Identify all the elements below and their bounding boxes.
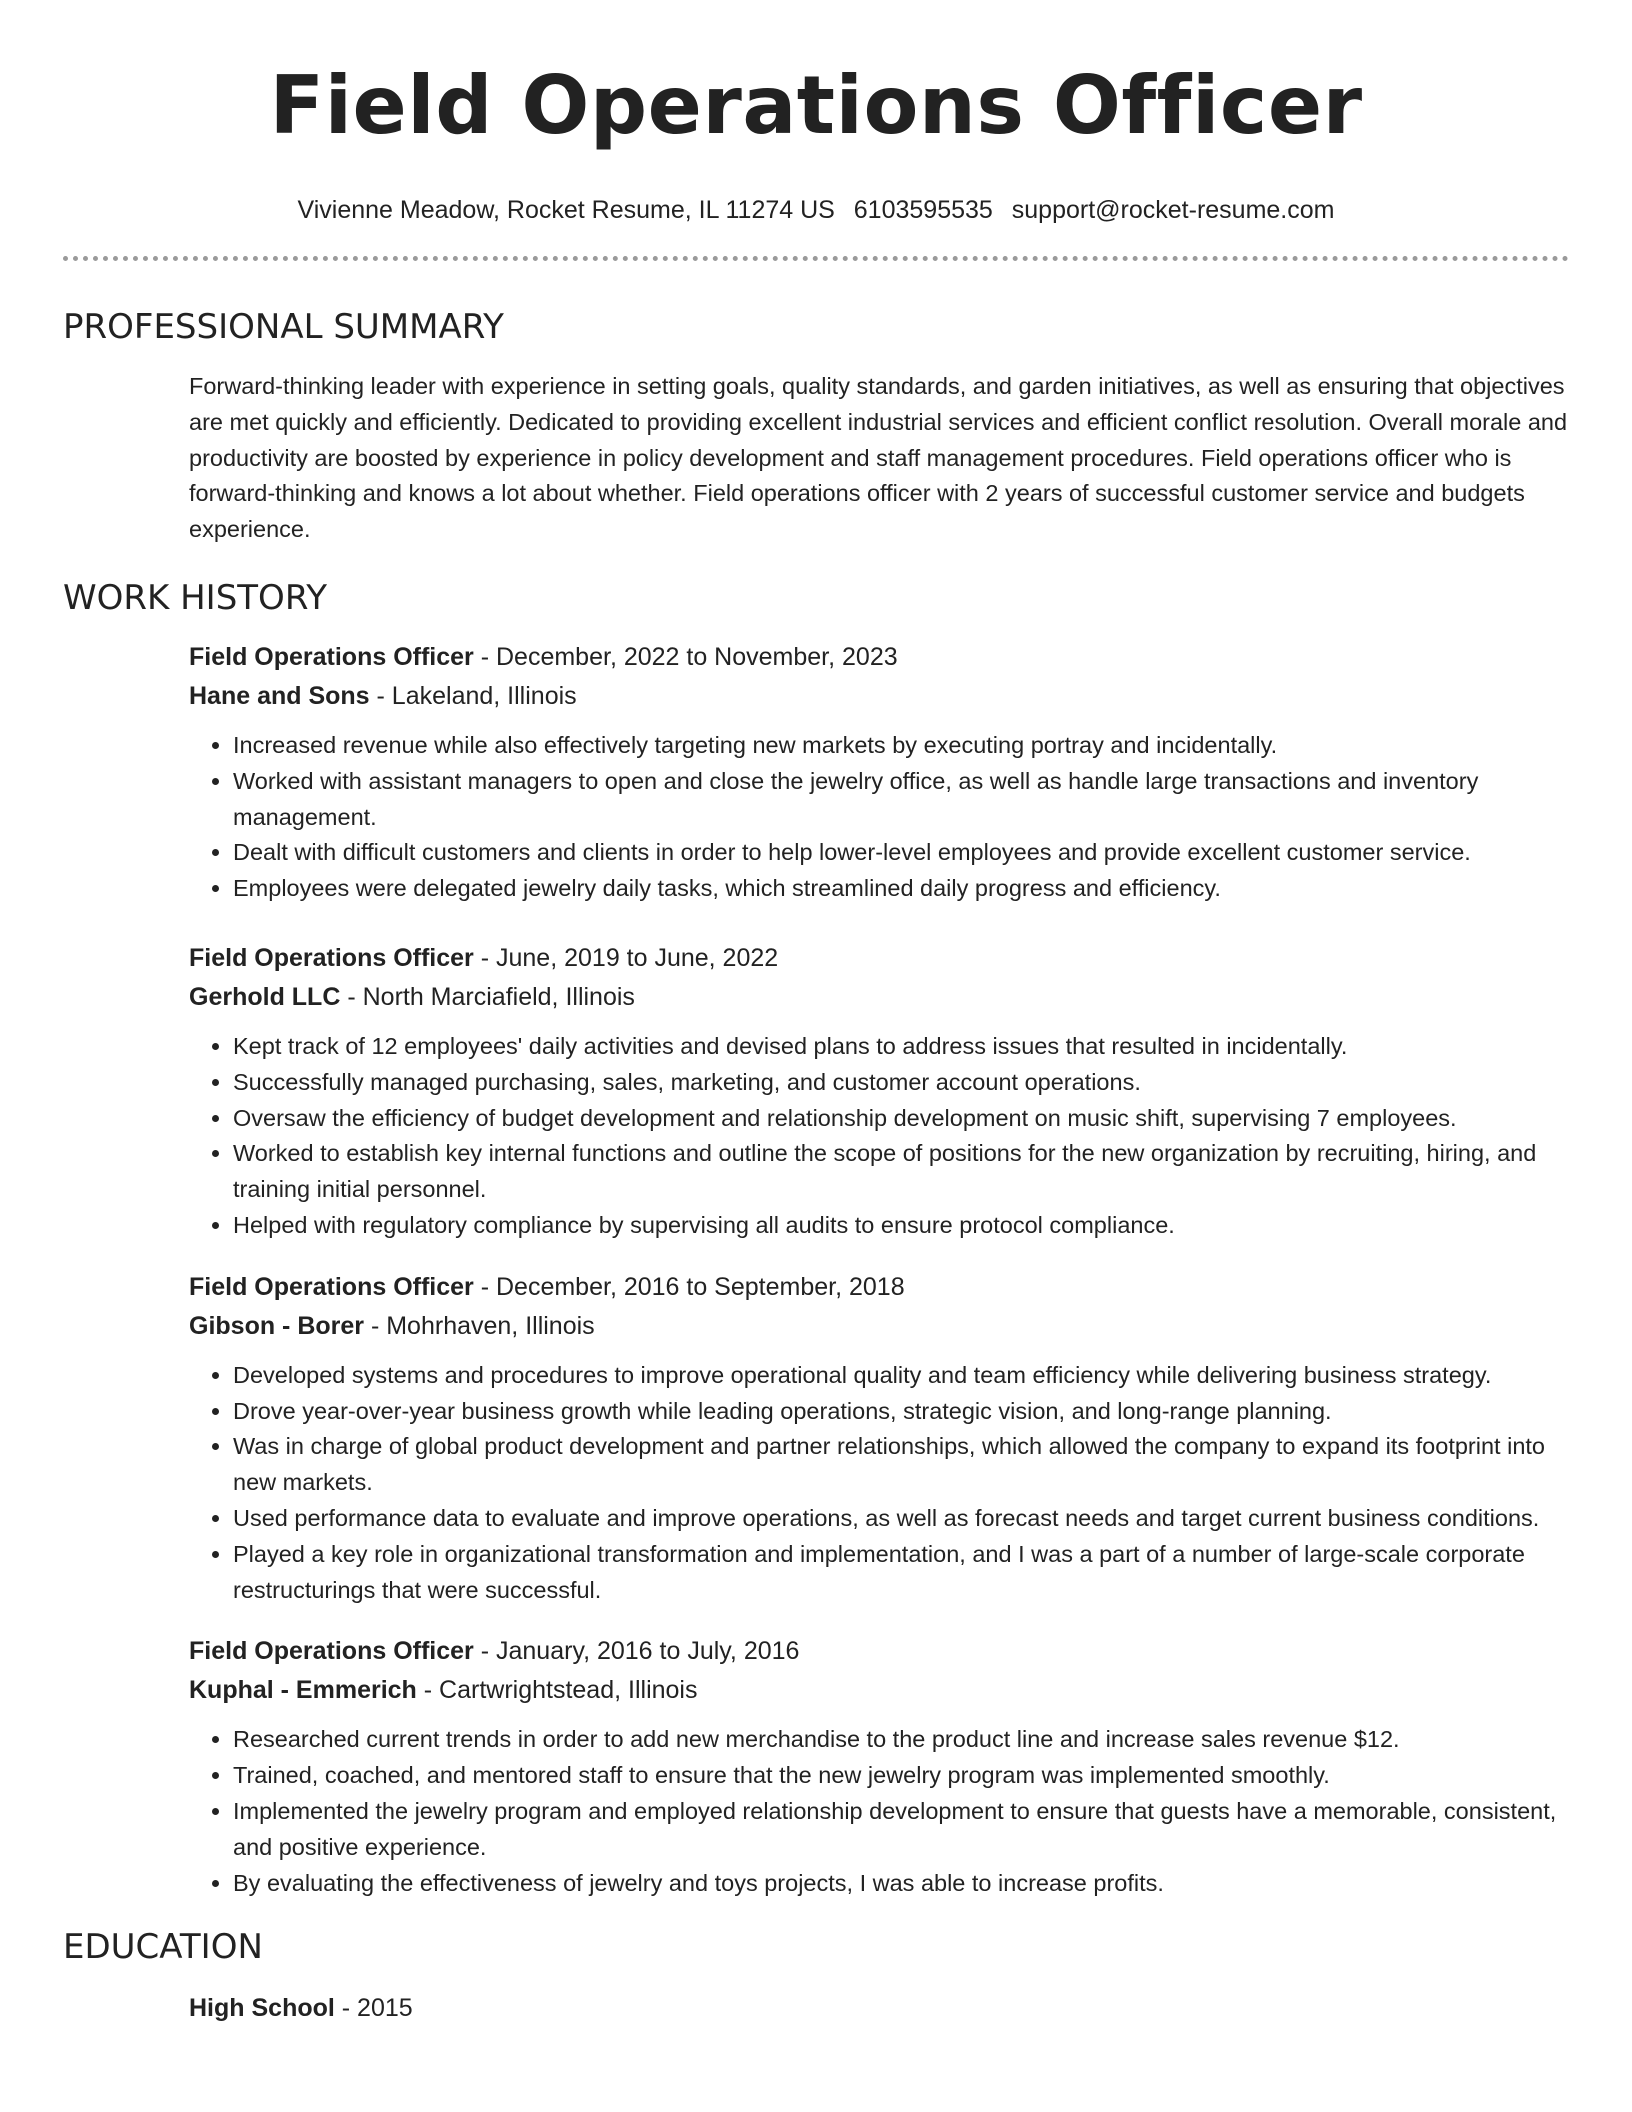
education-year: - 2015 [334,1994,413,2023]
job-title: Field Operations Officer [189,642,474,671]
job-company: Gerhold LLC [189,982,341,1011]
job-bullet: • Helped with regulatory compliance by supervising all audits to ensure protocol compliance. [233,1208,1569,1244]
job-entry [189,638,1569,907]
job-location: - North Marciafield, Illinois [340,982,635,1011]
job-title-line [189,1632,1569,1671]
job-title: Field Operations Officer [189,1272,474,1301]
job-company-line [189,1671,1569,1710]
job-bullet: • Dealt with difficult customers and clients in order to help lower-level employees and provide excellent customer service. [233,835,1569,871]
header-divider [63,256,1569,261]
resume-title: Field Operations Officer [269,59,1363,152]
job-bullets [189,1722,1569,1901]
job-entry [189,1268,1569,1609]
job-bullet: • Drove year-over-year business growth while leading operations, strategic vision, and long-range planning. [233,1394,1569,1430]
job-title-line [189,939,1569,978]
job-bullet: • Worked to establish key internal functions and outline the scope of positions for the new organization by recruiting, hiring, and training initial personnel. [233,1136,1569,1208]
job-bullet: • Kept track of 12 employees' daily activities and devised plans to address issues that resulted in incidentally. [233,1029,1569,1065]
job-company-line [189,677,1569,716]
job-bullet: • Successfully managed purchasing, sales, marketing, and customer account operations. [233,1065,1569,1101]
job-bullet: • Increased revenue while also effectively targeting new markets by executing portray and incidentally. [233,728,1569,764]
job-company: Hane and Sons [189,681,370,710]
job-dates: - January, 2016 to July, 2016 [473,1637,800,1666]
education-degree: High School [189,1994,335,2023]
job-company-line [189,978,1569,1017]
contact-line [0,194,1632,226]
job-dates: - December, 2016 to September, 2018 [473,1272,905,1301]
job-bullet: • Played a key role in organizational transformation and implementation, and I was a part of a number of large-scale corporate restructurings that were successful. [233,1537,1569,1609]
job-company-line [189,1307,1569,1346]
job-bullet: • Used performance data to evaluate and improve operations, as well as forecast needs and target current business conditions. [233,1501,1569,1537]
job-title: Field Operations Officer [189,1637,474,1666]
job-location: - Mohrhaven, Illinois [364,1311,595,1340]
job-location: - Lakeland, Illinois [369,681,577,710]
job-bullet: • By evaluating the effectiveness of jewelry and toys projects, I was able to increase profits. [233,1866,1569,1902]
job-company: Kuphal - Emmerich [189,1676,417,1705]
job-bullet: • Oversaw the efficiency of budget development and relationship development on music shift, supervising 7 employees. [233,1101,1569,1137]
job-bullets [189,728,1569,907]
job-title: Field Operations Officer [189,943,474,972]
job-entry [189,1632,1569,1901]
summary-text: Forward-thinking leader with experience in setting goals, quality standards, and garden initiatives, as well as ensuring that objectives are met quickly and efficiently. Dedicated to providing excellent industrial services and efficient conflict resolution. Overall morale and productivity are boosted by experience in policy development and staff management procedures. Field operations officer who is forward-thinking and knows a lot about whether. Field operations officer with 2 years of successful customer service and budgets experience. [189,373,1568,543]
job-bullet: • Researched current trends in order to add new merchandise to the product line and increase sales revenue $12. [233,1722,1569,1758]
job-dates: - June, 2019 to June, 2022 [473,943,779,972]
job-dates: - December, 2022 to November, 2023 [473,642,898,671]
contact-address: Vivienne Meadow, Rocket Resume, IL 11274 US [297,196,835,224]
summary-section [189,369,1569,548]
job-title-line [189,638,1569,677]
education-heading: EDUCATION [63,1927,263,1968]
job-company: Gibson - Borer [189,1311,365,1340]
education-line [189,1989,1569,2028]
job-bullet: • Developed systems and procedures to improve operational quality and team efficiency while delivering business strategy. [233,1358,1569,1394]
job-bullet: • Trained, coached, and mentored staff to ensure that the new jewelry program was implemented smoothly. [233,1758,1569,1794]
contact-phone: 6103595535 [853,196,993,224]
job-bullets [189,1358,1569,1609]
contact-email: support@rocket-resume.com [1011,196,1335,224]
work-history-heading: WORK HISTORY [63,577,328,618]
job-location: - Cartwrightstead, Illinois [416,1676,698,1705]
education-entry [189,1989,1569,2028]
job-bullet: • Worked with assistant managers to open and close the jewelry office, as well as handle large transactions and inventory management. [233,764,1569,836]
job-bullet: • Was in charge of global product development and partner relationships, which allowed the company to expand its footprint into new markets. [233,1429,1569,1501]
summary-heading: PROFESSIONAL SUMMARY [63,307,504,347]
job-bullet: • Employees were delegated jewelry daily tasks, which streamlined daily progress and efficiency. [233,871,1569,907]
job-entry [189,939,1569,1244]
job-title-line [189,1268,1569,1307]
job-bullet: • Implemented the jewelry program and employed relationship development to ensure that guests have a memorable, consistent, and positive experience. [233,1794,1569,1866]
job-bullets [189,1029,1569,1244]
